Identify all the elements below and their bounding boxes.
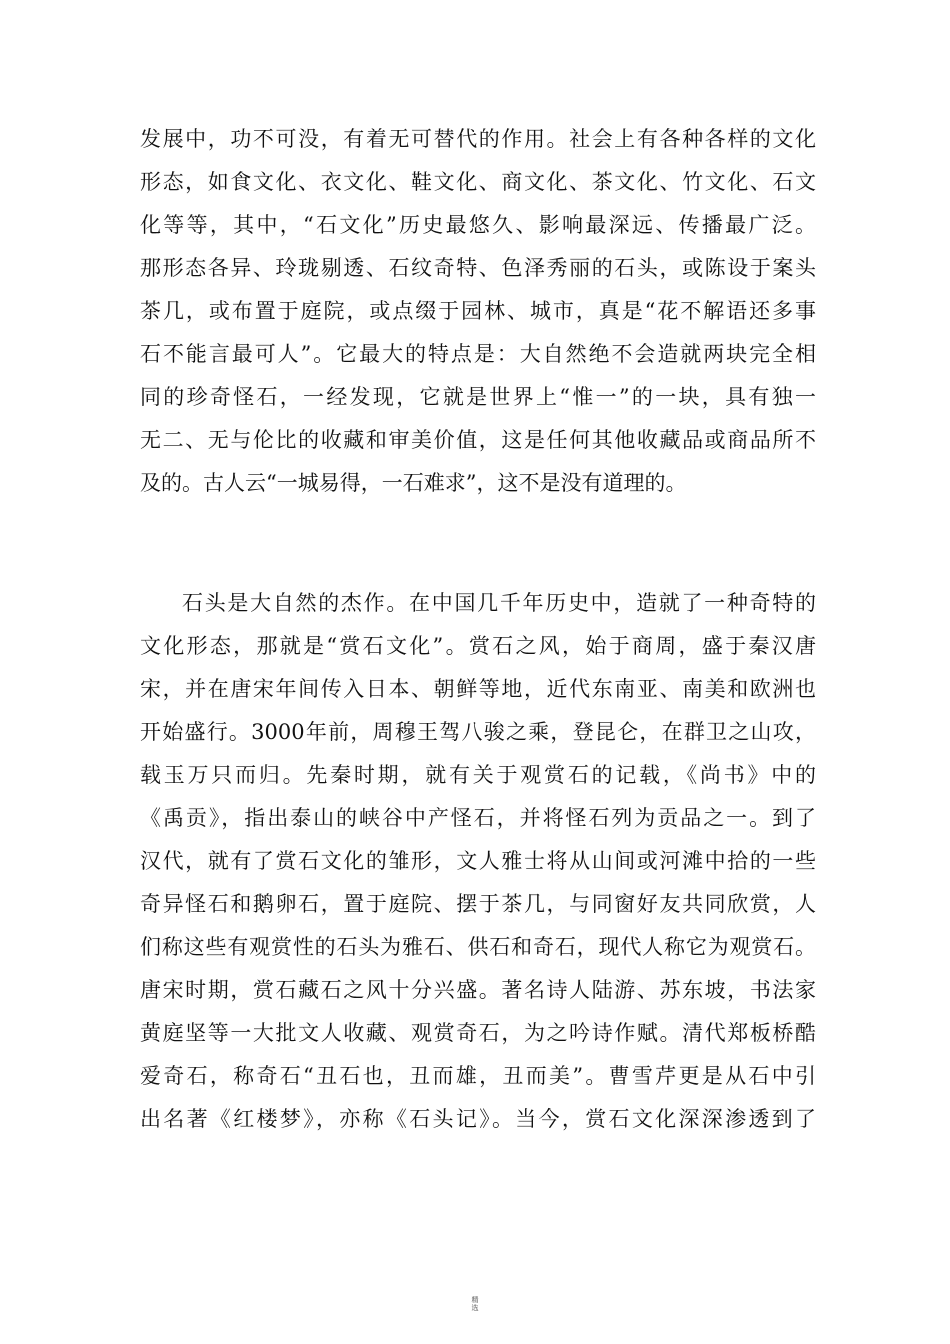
page-footer-mark xyxy=(0,1296,950,1312)
paragraph-line: 汉代，就有了赏石文化的雏形，文人雅士将从山间或河滩中拾的一些 xyxy=(140,849,816,873)
paragraph-line: 同的珍奇怪石，一经发现，它就是世界上“惟一”的一块，具有独一 xyxy=(140,385,816,409)
paragraph-line: 化等等，其中，“石文化”历史最悠久、影响最深远、传播最广泛。 xyxy=(140,213,816,237)
paragraph-line: 黄庭坚等一大批文人收藏、观赏奇石，为之吟诗作赋。清代郑板桥酷 xyxy=(140,1021,816,1045)
paragraph-line: 形态，如食文化、衣文化、鞋文化、商文化、茶文化、竹文化、石文 xyxy=(140,170,816,194)
paragraph-line: 及的。古人云“一城易得，一石难求”，这不是没有道理的。 xyxy=(140,471,687,495)
paragraph-line: 那形态各异、玲珑剔透、石纹奇特、色泽秀丽的石头，或陈设于案头 xyxy=(140,256,816,280)
footer-char: 选 xyxy=(471,1304,479,1312)
paragraph-line: 文化形态，那就是“赏石文化”。赏石之风，始于商周，盛于秦汉唐 xyxy=(140,634,816,658)
paragraph-line: 石不能言最可人”。它最大的特点是：大自然绝不会造就两块完全相 xyxy=(140,342,816,366)
paragraph-line: 发展中，功不可没，有着无可替代的作用。社会上有各种各样的文化 xyxy=(140,127,816,151)
paragraph-line: 奇异怪石和鹅卵石，置于庭院、摆于茶几，与同窗好友共同欣赏，人 xyxy=(140,892,816,916)
footer-char: 精 xyxy=(471,1296,479,1304)
paragraph-line: 开始盛行。3000年前，周穆王驾八骏之乘，登昆仑，在群卫之山攻， xyxy=(140,720,816,744)
paragraph-line: 无二、无与伦比的收藏和审美价值，这是任何其他收藏品或商品所不 xyxy=(140,428,816,452)
paragraph-line: 唐宋时期，赏石藏石之风十分兴盛。著名诗人陆游、苏东坡，书法家 xyxy=(140,978,816,1002)
paragraph-line: 出名著《红楼梦》，亦称《石头记》。当今，赏石文化深深渗透到了 xyxy=(140,1107,816,1131)
paragraph-line: 茶几，或布置于庭院，或点缀于园林、城市，真是“花不解语还多事 xyxy=(140,299,816,323)
paragraph-line: 爱奇石，称奇石“丑石也，丑而雄，丑而美”。曹雪芹更是从石中引 xyxy=(140,1064,816,1088)
paragraph-line: 们称这些有观赏性的石头为雅石、供石和奇石，现代人称它为观赏石。 xyxy=(140,935,816,959)
paragraph-line: 宋，并在唐宋年间传入日本、朝鲜等地，近代东南亚、南美和欧洲也 xyxy=(140,677,816,701)
paragraph-line: 载玉万只而归。先秦时期，就有关于观赏石的记载，《尚书》中的 xyxy=(140,763,816,787)
paragraph-line: 《禹贡》，指出泰山的峡谷中产怪石，并将怪石列为贡品之一。到了 xyxy=(140,806,816,830)
paragraph-line: 石头是大自然的杰作。在中国几千年历史中，造就了一种奇特的 xyxy=(182,591,816,615)
